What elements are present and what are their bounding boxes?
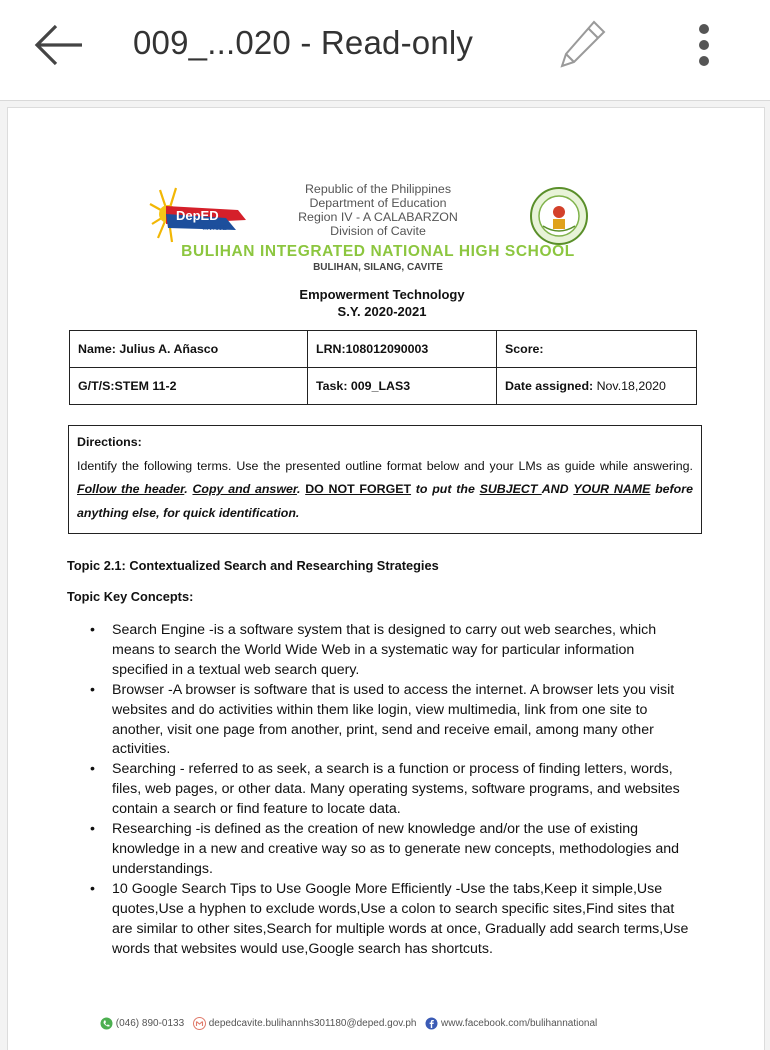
school-address: BULIHAN, SILANG, CAVITE [313, 262, 443, 273]
app-bar [0, 0, 770, 101]
header-line-2: Department of Education [309, 196, 447, 210]
school-name: BULIHAN INTEGRATED NATIONAL HIGH SCHOOL [181, 243, 575, 260]
list-item: • Searching - referred to as seek, a search is a function or process of finding letters, words, files, web pages, or other data. Many operating systems, software programs, and websites contain a search or find feature to locate data. [90, 761, 680, 818]
back-button[interactable] [30, 22, 86, 68]
student-name-cell: Name: Julius A. Añasco [70, 331, 308, 368]
edit-button[interactable] [558, 18, 608, 70]
table-row [70, 331, 697, 368]
directions-intro: Identify the following terms. Use the presented outline format below and your LMs as guide while answering. [77, 458, 693, 473]
table-row [70, 368, 697, 405]
task-cell: Task: 009_LAS3 [308, 368, 497, 405]
grade-track-cell: G/T/S:STEM 11-2 [70, 368, 308, 405]
mail-icon [193, 1017, 206, 1030]
header-line-3: Region IV - A CALABARZON [298, 210, 458, 224]
topic-title: Topic 2.1: Contextualized Search and Researching Strategies [67, 558, 439, 573]
footer-email: depedcavite.bulihannhs301180@deped.gov.ph [208, 1018, 417, 1030]
directions-box [68, 425, 702, 534]
header-line-1: Republic of the Philippines [304, 182, 452, 196]
key-concepts-heading: Topic Key Concepts: [67, 589, 194, 604]
school-year: S.Y. 2020-2021 [337, 304, 427, 319]
your-name-text: YOUR NAME [573, 482, 651, 496]
school-seal-logo [529, 186, 589, 246]
phone-icon [100, 1017, 113, 1030]
government-header [266, 182, 490, 238]
copy-answer-text: Copy and answer [192, 482, 297, 496]
deped-cavite-logo [146, 184, 262, 248]
follow-header-text: Follow the header [77, 482, 185, 496]
directions-heading: Directions: [77, 435, 142, 449]
footer-facebook: www.facebook.com/bulihannational [441, 1018, 598, 1030]
document-title: 009_...020 - Read-only [133, 24, 474, 61]
score-cell: Score: [497, 331, 697, 368]
facebook-icon [425, 1017, 438, 1030]
header-line-4: Division of Cavite [330, 224, 426, 238]
directions-text: Identify the following terms. Use the presented outline format below and your LMs as guide while answering. Follow the header. Copy and answer. DO NOT FORGET to put the SUBJECT AND YOUR NAME before anything else, for quick identification. [77, 458, 693, 520]
subject-text: SUBJECT [479, 482, 542, 496]
more-vertical-icon [690, 22, 718, 68]
list-item: • 10 Google Search Tips to Use Google More Efficiently -Use the tabs,Keep it simple,Use quotes,Use a hyphen to exclude words,Use a colon to search specific sites,Find sites that are similar to other sites,Search for multiple words at once, Gradually add search terms,Use words that websites would use,Google search has shortcuts. [90, 880, 689, 957]
list-item: • Browser -A browser is software that is used to access the internet. A browser lets you visit websites and do activities within them like login, view multimedia, link from one site to another, visit one page from another, print, send and receive email, among many other activities. [90, 681, 675, 758]
page-footer [100, 1017, 603, 1030]
date-value: Nov.18,2020 [596, 379, 666, 393]
footer-phone: (046) 890-0133 [115, 1018, 185, 1030]
list-item: • Researching -is defined as the creation of new knowledge and/or the use of existing knowledge in a new and creative way so as to generate new concepts, methodologies and understandings. [90, 821, 680, 877]
student-info-table [69, 330, 697, 405]
more-options-button[interactable] [690, 22, 718, 68]
pencil-icon [558, 18, 608, 70]
document-page[interactable] [7, 107, 765, 1050]
do-not-forget-text: DO NOT FORGET [305, 482, 412, 496]
subject-heading [8, 286, 756, 320]
back-arrow-icon [30, 22, 86, 68]
concepts-list [90, 621, 690, 959]
date-assigned-cell [497, 368, 697, 405]
list-item: • Search Engine -is a software system that is designed to carry out web searches, which means to search the World Wide Web in a systematic way for particular information specified in a textual web search query. [90, 622, 657, 678]
lrn-cell: LRN:108012090003 [308, 331, 497, 368]
date-label: Date assigned: [505, 379, 594, 393]
subject-name: Empowerment Technology [299, 287, 465, 302]
svg-text:CAVITE: CAVITE [202, 224, 227, 232]
svg-text:DepED: DepED [176, 208, 219, 223]
